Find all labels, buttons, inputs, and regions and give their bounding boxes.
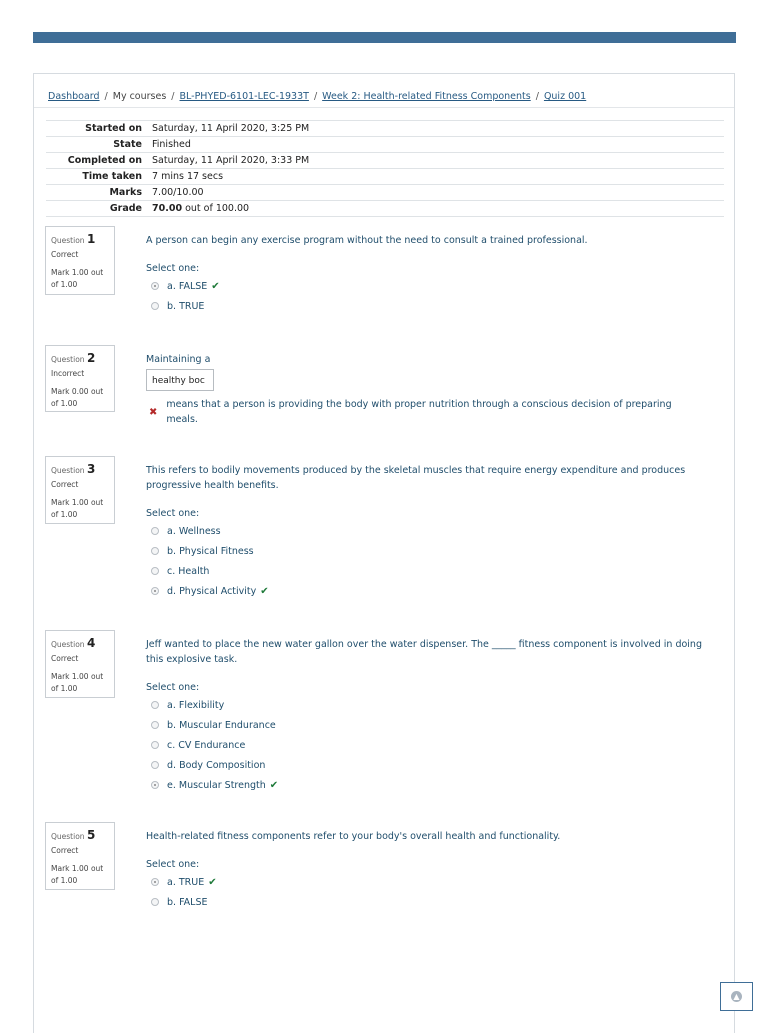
summary-label: State bbox=[113, 139, 142, 150]
answer-option[interactable] bbox=[146, 561, 706, 581]
radio-button[interactable] bbox=[151, 898, 159, 906]
summary-value: Finished bbox=[152, 139, 191, 150]
question-label: Question bbox=[51, 355, 85, 364]
question-content bbox=[146, 345, 706, 427]
answer-option[interactable] bbox=[146, 872, 706, 892]
option-label: c. CV Endurance bbox=[167, 739, 246, 751]
select-one-label: Select one: bbox=[146, 263, 200, 274]
attempt-summary-table bbox=[46, 120, 724, 217]
radio-button[interactable] bbox=[151, 741, 159, 749]
back-to-top-button[interactable] bbox=[720, 982, 753, 1011]
gap-fill-answer-input[interactable]: healthy boc bbox=[146, 369, 214, 391]
option-label: b. TRUE bbox=[167, 300, 205, 312]
question-mark: Mark 1.00 out of 1.00 bbox=[51, 498, 104, 519]
radio-button[interactable] bbox=[151, 721, 159, 729]
radio-button[interactable] bbox=[151, 527, 159, 535]
question-mark: Mark 1.00 out of 1.00 bbox=[51, 672, 104, 693]
question-number: 5 bbox=[86, 828, 96, 842]
select-one-label: Select one: bbox=[146, 682, 200, 693]
radio-button[interactable] bbox=[151, 587, 159, 595]
answer-option[interactable] bbox=[146, 276, 706, 296]
summary-label: Grade bbox=[109, 203, 142, 214]
answer-option[interactable] bbox=[146, 775, 706, 795]
option-label: d. Body Composition bbox=[167, 759, 266, 771]
question-info-box bbox=[45, 345, 115, 412]
radio-button[interactable] bbox=[151, 547, 159, 555]
radio-button[interactable] bbox=[151, 761, 159, 769]
option-label: a. Flexibility bbox=[167, 699, 225, 711]
answer-option[interactable] bbox=[146, 755, 706, 775]
breadcrumb-course-link[interactable]: BL-PHYED-6101-LEC-1933T bbox=[179, 91, 309, 102]
question-state: Correct bbox=[51, 250, 79, 259]
radio-button[interactable] bbox=[151, 701, 159, 709]
radio-button[interactable] bbox=[151, 567, 159, 575]
question-content bbox=[146, 630, 706, 795]
question-label: Question bbox=[51, 236, 85, 245]
option-label: e. Muscular Strength bbox=[167, 779, 266, 791]
option-label: d. Physical Activity bbox=[167, 585, 257, 597]
check-icon: ✔ bbox=[269, 779, 279, 791]
question-number: 1 bbox=[86, 232, 96, 246]
summary-label: Completed on bbox=[67, 155, 142, 166]
cross-icon: ✖ bbox=[149, 406, 158, 418]
breadcrumb: Dashboard / My courses / BL-PHYED-6101-LEC-1933T / Week 2: Health-related Fitness Components / Quiz 001 bbox=[48, 91, 587, 102]
answer-option[interactable] bbox=[146, 541, 706, 561]
breadcrumb-divider bbox=[34, 107, 734, 108]
summary-value: 7 mins 17 secs bbox=[152, 171, 224, 182]
check-icon: ✔ bbox=[208, 876, 217, 888]
question-text: Health-related fitness components refer to your body's overall health and functionality. bbox=[146, 831, 561, 842]
option-label: a. Wellness bbox=[167, 525, 221, 537]
question-mark: Mark 0.00 out of 1.00 bbox=[51, 387, 104, 408]
summary-row-state bbox=[46, 137, 724, 153]
option-label: b. Muscular Endurance bbox=[167, 719, 276, 731]
summary-row-time-taken bbox=[46, 169, 724, 185]
radio-button[interactable] bbox=[151, 302, 159, 310]
question-label: Question bbox=[51, 466, 85, 475]
summary-row-completed bbox=[46, 153, 724, 169]
option-label: a. TRUE bbox=[167, 876, 205, 888]
question-number: 4 bbox=[86, 636, 96, 650]
summary-row-grade bbox=[46, 201, 724, 217]
question-number: 3 bbox=[86, 462, 96, 476]
question-info-box bbox=[45, 822, 115, 890]
question-content bbox=[146, 456, 706, 601]
summary-value: Saturday, 11 April 2020, 3:33 PM bbox=[152, 155, 310, 166]
question-state: Incorrect bbox=[51, 369, 85, 378]
option-label: b. Physical Fitness bbox=[167, 545, 254, 557]
question-text: A person can begin any exercise program without the need to consult a trained professional. bbox=[146, 235, 588, 246]
question-text: This refers to bodily movements produced by the skeletal muscles that require energy expenditure and produces progressive health benefits. bbox=[146, 465, 686, 491]
check-icon: ✔ bbox=[260, 585, 269, 597]
grade-value: 70.00 bbox=[152, 203, 183, 214]
question-content bbox=[146, 822, 706, 912]
answer-option[interactable] bbox=[146, 735, 706, 755]
answer-option[interactable] bbox=[146, 296, 706, 316]
breadcrumb-quiz-link[interactable]: Quiz 001 bbox=[543, 91, 587, 102]
question-info-box bbox=[45, 226, 115, 295]
answer-option[interactable] bbox=[146, 581, 706, 601]
question-mark: Mark 1.00 out of 1.00 bbox=[51, 864, 104, 885]
answer-option[interactable] bbox=[146, 695, 706, 715]
grade-suffix: out of 100.00 bbox=[182, 203, 250, 214]
radio-button[interactable] bbox=[151, 781, 159, 789]
summary-label: Time taken bbox=[82, 171, 142, 182]
summary-row-started bbox=[46, 121, 724, 137]
question-info-box bbox=[45, 630, 115, 698]
summary-label: Started on bbox=[85, 123, 142, 134]
answer-option[interactable] bbox=[146, 892, 706, 912]
answer-option[interactable] bbox=[146, 715, 706, 735]
header-bar bbox=[33, 32, 736, 43]
breadcrumb-week-link[interactable]: Week 2: Health-related Fitness Components bbox=[322, 91, 531, 102]
question-text: Jeff wanted to place the new water gallon over the water dispenser. The _____ fitness component is involved in doing this explosive task. bbox=[146, 639, 702, 665]
breadcrumb-my-courses: My courses bbox=[112, 91, 167, 102]
question-state: Correct bbox=[51, 654, 79, 663]
select-one-label: Select one: bbox=[146, 859, 200, 870]
question-label: Question bbox=[51, 832, 85, 841]
question-text-suffix: means that a person is providing the body with proper nutrition through a conscious decision of preparing meals. bbox=[166, 399, 672, 425]
option-label: b. FALSE bbox=[167, 896, 208, 908]
select-one-label: Select one: bbox=[146, 508, 200, 519]
option-label: a. FALSE bbox=[167, 280, 208, 292]
summary-value: 7.00/10.00 bbox=[152, 187, 204, 198]
question-number: 2 bbox=[86, 351, 96, 365]
question-label: Question bbox=[51, 640, 85, 649]
summary-value: Saturday, 11 April 2020, 3:25 PM bbox=[152, 123, 310, 134]
question-info-box bbox=[45, 456, 115, 524]
summary-label: Marks bbox=[109, 187, 142, 198]
breadcrumb-dashboard-link[interactable]: Dashboard bbox=[48, 91, 100, 102]
question-text-suffix-row bbox=[146, 397, 706, 427]
check-icon: ✔ bbox=[211, 280, 220, 292]
summary-value bbox=[152, 201, 724, 217]
radio-button[interactable] bbox=[151, 878, 159, 886]
option-label: c. Health bbox=[167, 565, 210, 577]
summary-row-marks bbox=[46, 185, 724, 201]
question-content bbox=[146, 226, 706, 316]
question-text-prefix: Maintaining a bbox=[146, 354, 211, 365]
quiz-review-panel bbox=[33, 73, 735, 1033]
answer-option[interactable] bbox=[146, 521, 706, 541]
question-state: Correct bbox=[51, 480, 79, 489]
question-mark: Mark 1.00 out of 1.00 bbox=[51, 268, 104, 289]
radio-button[interactable] bbox=[151, 282, 159, 290]
question-state: Correct bbox=[51, 846, 79, 855]
arrow-up-icon: ▲ bbox=[731, 991, 742, 1002]
